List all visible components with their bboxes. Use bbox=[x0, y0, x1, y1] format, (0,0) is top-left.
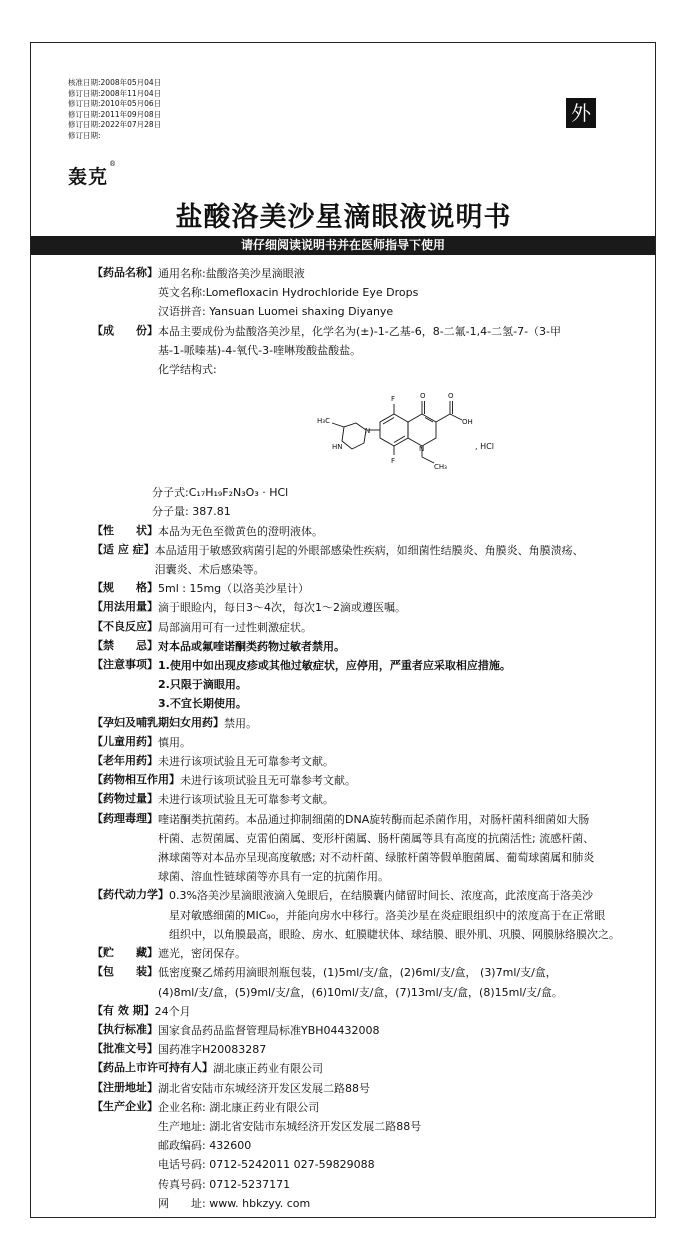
section-label: 【药理毒理】 bbox=[92, 811, 158, 825]
notice-banner: 请仔细阅读说明书并在医师指导下使用 bbox=[31, 236, 655, 255]
section-body bbox=[158, 790, 632, 809]
section-2 bbox=[92, 483, 632, 521]
registered-mark: ® bbox=[109, 160, 118, 168]
oxygen-label: O bbox=[420, 392, 426, 401]
section-line: 组织中，以角膜最高，眼睑、房水、虹膜睫状体、球结膜、眼外肌、巩膜、网膜脉络膜次之。 bbox=[169, 927, 620, 941]
section-body bbox=[158, 752, 632, 771]
section-label: 【药代动力学】 bbox=[92, 888, 169, 902]
section-line: 未进行该项试验且无可靠参考文献。 bbox=[158, 793, 334, 807]
section-label: 【药物过量】 bbox=[92, 792, 158, 806]
section-1 bbox=[92, 322, 632, 380]
section-body bbox=[158, 810, 632, 887]
section-line: 淋球菌等对本品亦呈现高度敏感; 对不动杆菌、绿脓杆菌等假单胞菌属、葡萄球菌属和肺炎 bbox=[158, 851, 595, 865]
section-19 bbox=[92, 1002, 632, 1021]
section-body bbox=[158, 522, 632, 541]
section-body bbox=[224, 714, 632, 733]
piperazine-ring bbox=[342, 423, 366, 449]
section-line: 分子量: 387.81 bbox=[152, 505, 231, 519]
section-label: 【贮 藏】 bbox=[92, 946, 158, 960]
section-line: 星对敏感细菌的MIC₉₀，并能向房水中移行。洛美沙星在炎症眼组织中的浓度高于在正常眼 bbox=[169, 908, 606, 922]
revision-date: 修订日期: bbox=[68, 130, 101, 140]
section-label: 【成 份】 bbox=[92, 323, 158, 337]
section-line: 本品为无色至微黄色的澄明液体。 bbox=[158, 524, 323, 538]
section-line: 通用名称:盐酸洛美沙星滴眼液 bbox=[158, 267, 305, 280]
section-body bbox=[158, 963, 632, 1001]
section-body bbox=[158, 264, 632, 322]
section-label: 【有 效 期】 bbox=[92, 1003, 155, 1017]
fluorine-label: F bbox=[391, 457, 396, 466]
section-body bbox=[158, 733, 632, 752]
brand-name: 轰克 bbox=[68, 166, 109, 188]
brand-logo bbox=[68, 160, 118, 189]
section-11 bbox=[92, 733, 632, 752]
section-body bbox=[158, 579, 632, 598]
section-line: 5ml : 15mg（以洛美沙星计） bbox=[158, 582, 310, 596]
section-line: 低密度聚乙烯药用滴眼剂瓶包装，(1)5ml/支/盒，(2)6ml/支/盒， (3)7ml/支/盒， bbox=[158, 966, 557, 980]
nh-label: HN bbox=[332, 443, 343, 452]
section-12 bbox=[92, 752, 632, 771]
section-line: 球菌、溶血性链球菌等亦具有一定的抗菌作用。 bbox=[158, 870, 389, 884]
section-body bbox=[155, 1002, 632, 1021]
section-body bbox=[152, 483, 632, 521]
section-line: 网 址: www. hbkzyy. com bbox=[158, 1196, 311, 1210]
section-line: 汉语拼音: Yansuan Luomei shaxing Diyanye bbox=[158, 305, 394, 319]
section-label: 【包 装】 bbox=[92, 965, 158, 979]
section-5 bbox=[92, 579, 632, 598]
benzene-ring bbox=[380, 414, 408, 446]
section-10 bbox=[92, 714, 632, 733]
section-body bbox=[180, 771, 632, 790]
section-body bbox=[213, 1059, 632, 1078]
section-line: 英文名称:Lomefloxacin Hydrochloride Eye Drops bbox=[158, 286, 419, 300]
section-line: 未进行该项试验且无可靠参考文献。 bbox=[180, 774, 356, 788]
methyl-label: CH₃ bbox=[434, 463, 447, 472]
section-line: (4)8ml/支/盒，(5)9ml/支/盒，(6)10ml/支/盒，(7)13ml/支/盒，(8)15ml/支/盒。 bbox=[158, 985, 563, 999]
revision-date: 修订日期:2011年09月08日 bbox=[68, 109, 162, 119]
section-label: 【不良反应】 bbox=[92, 619, 158, 633]
section-8 bbox=[92, 637, 632, 656]
section-label: 【注册地址】 bbox=[92, 1080, 158, 1094]
revision-date: 修订日期:2022年07月28日 bbox=[68, 120, 162, 130]
section-3 bbox=[92, 522, 632, 541]
section-label: 【药物相互作用】 bbox=[92, 773, 180, 787]
section-label: 【药品名称】 bbox=[92, 266, 158, 279]
section-20 bbox=[92, 1021, 632, 1040]
section-body bbox=[158, 1098, 632, 1213]
section-label: 【执行标准】 bbox=[92, 1022, 158, 1036]
section-body bbox=[155, 541, 632, 579]
section-line: 本品主要成份为盐酸洛美沙星，化学名为(±)-1-乙基-6，8-二氟-1,4-二氢-7-（3-甲 bbox=[158, 324, 562, 338]
section-17 bbox=[92, 944, 632, 963]
oxygen-label: O bbox=[448, 392, 454, 401]
section-label bbox=[92, 483, 152, 521]
section-line: 喹诺酮类抗菌药。本品通过抑制细菌的DNA旋转酶而起杀菌作用，对肠杆菌科细菌如大肠 bbox=[158, 812, 590, 826]
leaflet-body bbox=[92, 264, 632, 1213]
revision-date: 修订日期:2010年05月06日 bbox=[68, 99, 162, 109]
section-line: 湖北省安陆市东城经济开发区发展二路88号 bbox=[158, 1081, 370, 1095]
section-line: 国家食品药品监督管理局标准YBH04432008 bbox=[158, 1023, 380, 1037]
hydroxyl-label: OH bbox=[462, 418, 473, 427]
section-line: 湖北康正药业有限公司 bbox=[213, 1062, 323, 1076]
section-line: 泪囊炎、术后感染等。 bbox=[154, 563, 265, 577]
fluorine-label: F bbox=[391, 395, 396, 404]
section-body bbox=[158, 637, 632, 656]
nitrogen-label: N bbox=[419, 445, 425, 454]
revision-dates bbox=[68, 78, 161, 142]
section-line: 局部滴用可有一过性刺激症状。 bbox=[158, 620, 312, 634]
revision-date: 修订日期:2008年11月04日 bbox=[68, 88, 162, 98]
section-line: 1.使用中如出现皮疹或其他过敏症状，应停用，严重者应采取相应措施。 bbox=[158, 659, 511, 673]
section-line: 未进行该项试验且无可靠参考文献。 bbox=[158, 755, 334, 769]
section-body bbox=[158, 598, 632, 617]
section-line: 电话号码: 0712-5242011 027-59829088 bbox=[158, 1158, 375, 1172]
section-23 bbox=[92, 1079, 632, 1098]
section-line: 生产地址: 湖北省安陆市东城经济开发区发展二路88号 bbox=[158, 1119, 422, 1133]
section-label: 【批准文号】 bbox=[92, 1042, 158, 1056]
external-use-badge: 外 bbox=[566, 98, 596, 128]
section-line: 对本品或氟喹诺酮类药物过敏者禁用。 bbox=[158, 639, 345, 653]
section-label: 【儿童用药】 bbox=[92, 734, 158, 748]
hcl-label: , HCl bbox=[475, 442, 494, 452]
nitrogen-label: N bbox=[365, 427, 371, 436]
section-line: 分子式:C₁₇H₁₉F₂N₃O₃ · HCl bbox=[152, 486, 289, 500]
section-18 bbox=[92, 963, 632, 1001]
section-line: 遮光，密闭保存。 bbox=[158, 947, 246, 961]
section-label: 【注意事项】 bbox=[92, 658, 158, 672]
section-body bbox=[158, 1021, 632, 1040]
section-line: 24个月 bbox=[154, 1004, 191, 1018]
section-body bbox=[169, 886, 632, 944]
section-label: 【用法用量】 bbox=[92, 600, 158, 614]
section-line: 滴于眼睑内，每日3～4次，每次1～2滴或遵医嘱。 bbox=[158, 601, 406, 615]
section-line: 国药准字H20083287 bbox=[158, 1043, 267, 1057]
section-line: 禁用。 bbox=[224, 716, 257, 730]
section-label: 【规 格】 bbox=[92, 581, 158, 595]
section-6 bbox=[92, 598, 632, 617]
document-title: 盐酸洛美沙星滴眼液说明书 bbox=[175, 202, 512, 233]
section-9 bbox=[92, 656, 632, 714]
section-body bbox=[158, 322, 632, 380]
structure-row bbox=[92, 379, 632, 483]
spacer bbox=[92, 379, 152, 483]
section-16 bbox=[92, 886, 632, 944]
section-line: 化学结构式: bbox=[158, 363, 217, 377]
section-line: 0.3%洛美沙星滴眼液滴入兔眼后，在结膜囊内储留时间长、浓度高，此浓度高于洛美沙 bbox=[169, 889, 593, 903]
section-4 bbox=[92, 541, 632, 579]
section-line: 杆菌、志贺菌属、克雷伯菌属、变形杆菌属、肠杆菌属等具有高度的抗菌活性; 流感杆菌、 bbox=[158, 831, 595, 845]
section-body bbox=[158, 1079, 632, 1098]
section-body bbox=[158, 656, 632, 714]
section-label: 【老年用药】 bbox=[92, 754, 158, 768]
section-label: 【性 状】 bbox=[92, 523, 158, 537]
section-line: 2.只限于滴眼用。 bbox=[158, 678, 247, 692]
section-body bbox=[158, 944, 632, 963]
section-14 bbox=[92, 790, 632, 809]
section-13 bbox=[92, 771, 632, 790]
section-7 bbox=[92, 618, 632, 637]
section-label: 【禁 忌】 bbox=[92, 638, 158, 652]
section-body bbox=[158, 618, 632, 637]
section-label: 【适 应 症】 bbox=[92, 542, 155, 556]
approval-date: 核准日期:2008年05月04日 bbox=[68, 78, 162, 87]
section-15 bbox=[92, 810, 632, 887]
section-24 bbox=[92, 1098, 632, 1213]
section-line: 3.不宜长期使用。 bbox=[158, 697, 247, 711]
section-line: 本品适用于敏感致病菌引起的外眼部感染性疾病，如细菌性结膜炎、角膜炎、角膜溃疡、 bbox=[154, 543, 584, 557]
section-line: 邮政编码: 432600 bbox=[158, 1139, 252, 1153]
section-line: 传真号码: 0712-5237171 bbox=[158, 1177, 291, 1191]
section-body bbox=[158, 1040, 632, 1059]
section-line: 慎用。 bbox=[158, 735, 191, 749]
section-0 bbox=[92, 264, 632, 322]
chemical-structure bbox=[152, 379, 632, 483]
section-label: 【药品上市许可持有人】 bbox=[92, 1061, 213, 1075]
section-label: 【孕妇及哺乳期妇女用药】 bbox=[92, 715, 224, 729]
section-line: 企业名称: 湖北康正药业有限公司 bbox=[158, 1100, 320, 1114]
section-line: 基-1-哌嗪基)-4-氧代-3-喹啉羧酸盐酸盐。 bbox=[158, 343, 362, 357]
pyridone-ring bbox=[408, 414, 436, 446]
section-label: 【生产企业】 bbox=[92, 1099, 158, 1113]
section-22 bbox=[92, 1059, 632, 1078]
section-21 bbox=[92, 1040, 632, 1059]
methyl-label: H₃C bbox=[317, 417, 330, 426]
